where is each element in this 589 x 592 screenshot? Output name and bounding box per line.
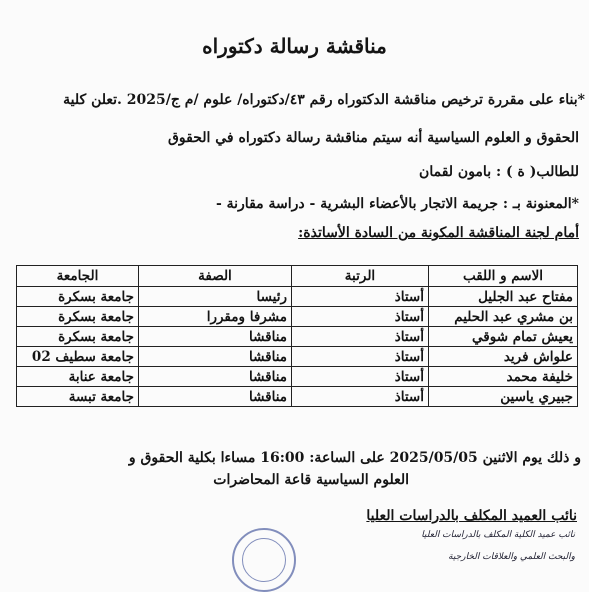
member-rank: أستاذ — [292, 287, 429, 307]
member-name: بن مشري عبد الحليم — [429, 307, 578, 327]
committee-table — [16, 265, 578, 407]
table-row — [17, 327, 578, 347]
member-university: جامعة بسكرة — [17, 287, 139, 307]
official-stamp — [232, 528, 296, 592]
table-header-row — [17, 266, 578, 287]
table-row — [17, 287, 578, 307]
member-rank: أستاذ — [292, 307, 429, 327]
member-university: جامعة سطيف 02 — [17, 347, 139, 367]
member-name: جبيري ياسين — [429, 387, 578, 407]
table-row — [17, 367, 578, 387]
table-row — [17, 347, 578, 367]
member-name: مفتاح عبد الجليل — [429, 287, 578, 307]
member-role: مناقشا — [139, 327, 292, 347]
member-role: مشرفا ومقررا — [139, 307, 292, 327]
table-row — [17, 307, 578, 327]
member-university: جامعة بسكرة — [17, 327, 139, 347]
member-role: مناقشا — [139, 367, 292, 387]
page-title: مناقشة رسالة دكتوراه — [202, 34, 387, 58]
handwritten-signature-line-1: نائب عميد الكلية المكلف بالدراسات العليا — [421, 530, 575, 540]
header-name: الاسم و اللقب — [429, 266, 578, 287]
member-name: علواش فريد — [429, 347, 578, 367]
header-university: الجامعة — [17, 266, 139, 287]
member-rank: أستاذ — [292, 327, 429, 347]
intro-line-1: *بناء على مقررة ترخيص مناقشة الدكتوراه رقم ٤٣/دكتوراه/ علوم /م ج/2025 .تعلن كلية — [63, 92, 585, 108]
student-name: للطالب( ة ) : بامون لقمان — [419, 164, 579, 180]
signature-title: نائب العميد المكلف بالدراسات العليا — [366, 508, 577, 524]
intro-line-2: الحقوق و العلوم السياسية أنه سيتم مناقشة رسالة دكتوراه في الحقوق — [168, 130, 579, 146]
member-role: مناقشا — [139, 387, 292, 407]
member-role: رئيسا — [139, 287, 292, 307]
committee-heading: أمام لجنة المناقشة المكونة من السادة الأساتذة: — [298, 225, 579, 241]
thesis-title: *المعنونة بـ : جريمة الاتجار بالأعضاء البشرية - دراسة مقارنة - — [215, 196, 579, 212]
table-row — [17, 387, 578, 407]
date-line-1: و ذلك يوم الاثنين 2025/05/05 على الساعة: 16:00 مساءا بكلية الحقوق و — [128, 450, 581, 466]
member-name: خليفة محمد — [429, 367, 578, 387]
member-rank: أستاذ — [292, 387, 429, 407]
header-role: الصفة — [139, 266, 292, 287]
member-university: جامعة تبسة — [17, 387, 139, 407]
member-university: جامعة بسكرة — [17, 307, 139, 327]
member-rank: أستاذ — [292, 367, 429, 387]
member-rank: أستاذ — [292, 347, 429, 367]
handwritten-signature-line-2: والبحث العلمي والعلاقات الخارجية — [448, 552, 575, 562]
member-name: يعيش تمام شوقي — [429, 327, 578, 347]
member-role: مناقشا — [139, 347, 292, 367]
date-line-2: العلوم السياسية قاعة المحاضرات — [213, 472, 409, 488]
header-rank: الرتبة — [292, 266, 429, 287]
member-university: جامعة عنابة — [17, 367, 139, 387]
